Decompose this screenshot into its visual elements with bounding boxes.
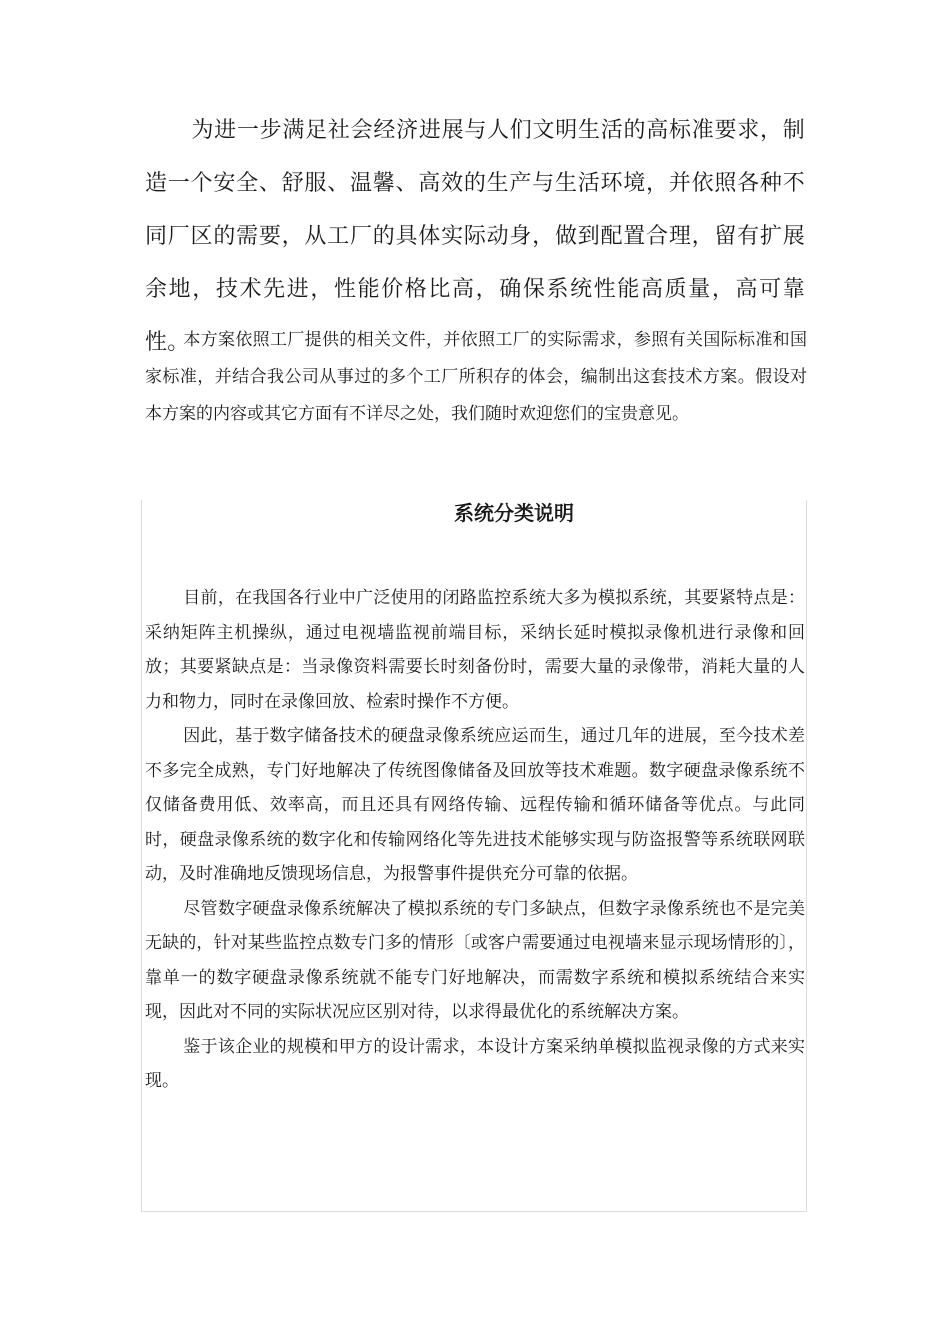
body-paragraph (145, 581, 805, 719)
section-frame (141, 500, 807, 1212)
body-paragraph-text: 因此，基于数字储备技术的硬盘录像系统应运而生，通过几年的进展，至今技术差不多完全成熟，专门好地解决了传统图像储备及回放等技术难题。数字硬盘录像系统不仅储备费用低、效率高，而且还具有网络传输、远程传输和循环储备等优点。与此同时，硬盘录像系统的数字化和传输网络化等先进技术能够实现与防盗报警等系统联网联动，及时准确地反馈现场信息，为报警事件提供充分可靠的依据。 (145, 726, 805, 884)
section-body (145, 581, 805, 1099)
intro-paragraph-large-text: 为进一步满足社会经济进展与人们文明生活的高标准要求，制造一个安全、舒服、温馨、高效的生产与生活环境，并依照各种不同厂区的需要，从工厂的具体实际动身，做到配置合理，留有扩展余地，技术先进，性能价格比高，确保系统性能高质量，高可靠性。 (145, 118, 805, 355)
intro-paragraph-small (145, 322, 807, 433)
body-paragraph-text: 目前，在我国各行业中广泛使用的闭路监控系统大多为模拟系统，其要紧特点是：采纳矩阵主机操纵，通过电视墙监视前端目标，采纳长延时模拟录像机进行录像和回放；其要紧缺点是：当录像资料需要长时刻备份时，需要大量的录像带，消耗大量的人力和物力，同时在录像回放、检索时操作不方便。 (145, 588, 805, 712)
body-paragraph (145, 1030, 805, 1099)
body-paragraph (145, 719, 805, 892)
body-paragraph (145, 892, 805, 1030)
body-paragraph-text: 鉴于该企业的规模和甲方的设计需求，本设计方案采纳单模拟监视录像的方式来实现。 (145, 1036, 805, 1091)
intro-paragraph-small-text: 本方案依照工厂提供的相关文件，并依照工厂的实际需求，参照有关国际标准和国家标准，并结合我公司从事过的多个工厂所积存的体会，编制出这套技术方案。假设对本方案的内容或其它方面有不详尽之处，我们随时欢迎您们的宝贵意见。 (145, 330, 807, 424)
body-paragraph-text: 尽管数字硬盘录像系统解决了模拟系统的专门多缺点，但数字录像系统也不是完美无缺的，针对某些监控点数专门多的情形〔或客户需要通过电视墙来显示现场情形的〕，靠单一的数字硬盘录像系统就不能专门好地解决，而需数字系统和模拟系统结合来实现，因此对不同的实际状况应区别对待，以求得最优化的系统解决方案。 (145, 898, 805, 1022)
section-title: 系统分类说明 (454, 501, 574, 525)
